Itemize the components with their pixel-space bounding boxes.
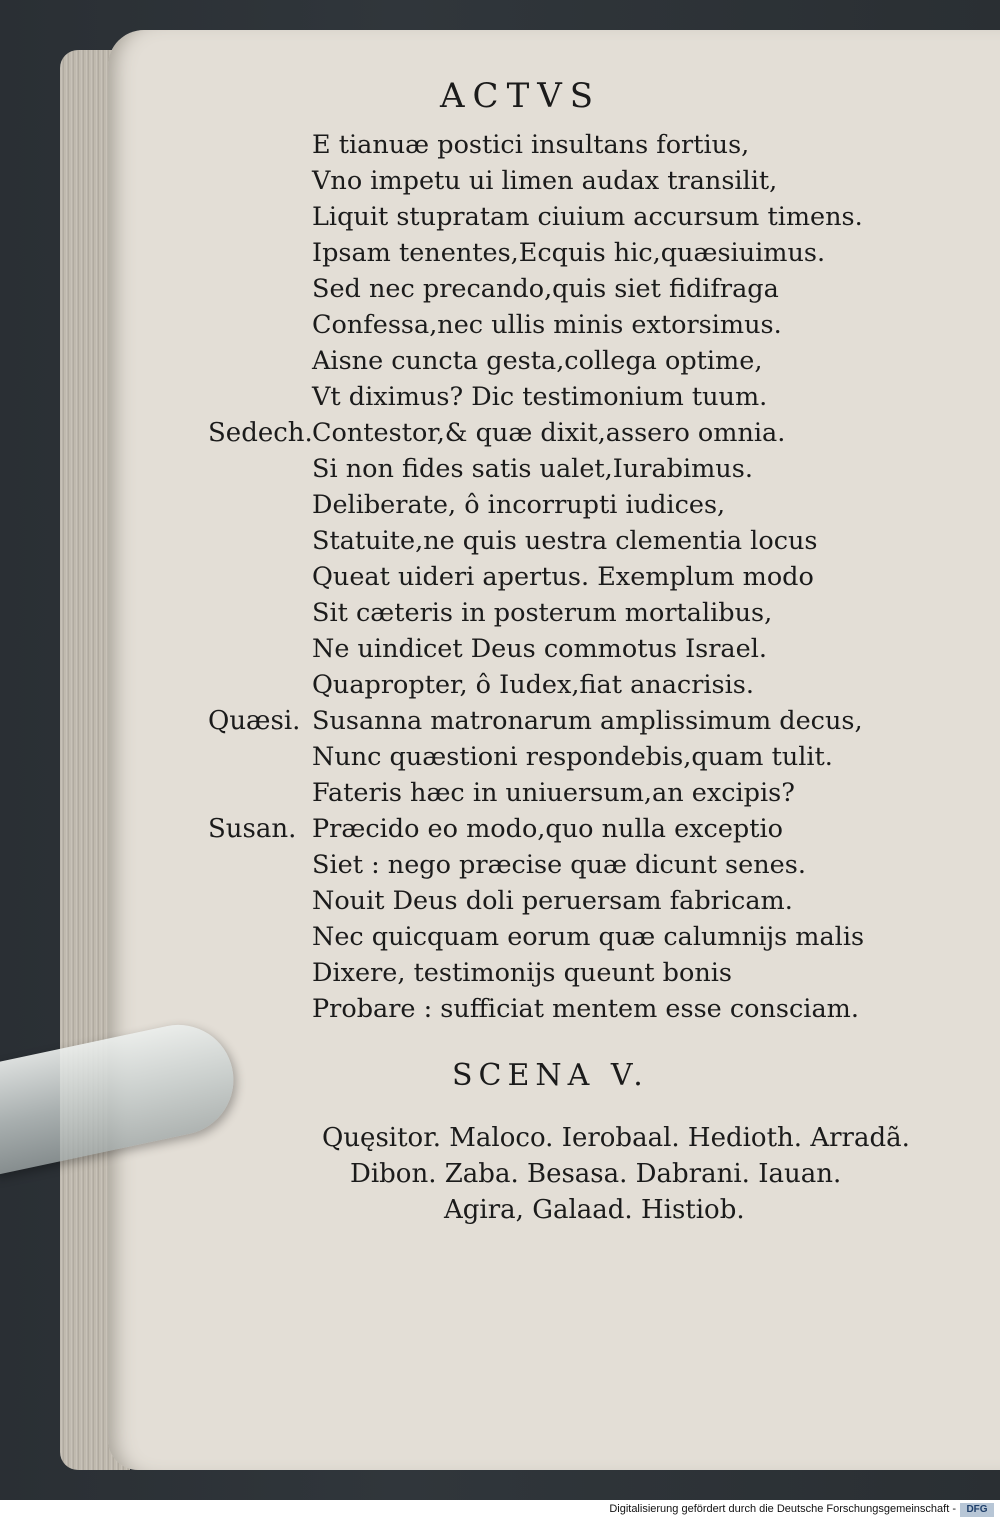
- verse-text: Susanna matronarum amplissimum decus,: [312, 706, 863, 736]
- verse-line: [0, 775, 1000, 811]
- verse-line: [0, 235, 1000, 271]
- verse-text: Contestor,& quæ dixit,assero omnia.: [312, 418, 786, 448]
- verse-line: [0, 379, 1000, 415]
- verse-text: Dixere, testimonijs queunt bonis: [312, 958, 732, 988]
- verse-text: Ne uindicet Deus commotus Israel.: [312, 634, 767, 664]
- verse-line: [0, 631, 1000, 667]
- verse-text: Deliberate, ô incorrupti iudices,: [312, 490, 726, 520]
- verse-line: [0, 595, 1000, 631]
- scene-title: SCENA V.: [452, 1058, 649, 1093]
- running-title: ACTVS: [440, 76, 602, 116]
- verse-line: [0, 739, 1000, 775]
- verse-text: Vt diximus? Dic testimonium tuum.: [312, 382, 768, 412]
- verse-text: Sed nec precando,quis siet fidifraga: [312, 274, 779, 304]
- verse-line: [0, 883, 1000, 919]
- verse-line: [0, 559, 1000, 595]
- verse-text: Quapropter, ô Iudex,fiat anacrisis.: [312, 670, 754, 700]
- verse-line: [0, 271, 1000, 307]
- verse-text: Liquit stupratam ciuium accursum timens.: [312, 202, 863, 232]
- verse-text: Statuite,ne quis uestra clementia locus: [312, 526, 818, 556]
- verse-line: [0, 415, 1000, 451]
- verse-line: [0, 307, 1000, 343]
- verse-line: [0, 847, 1000, 883]
- verse-line: [0, 919, 1000, 955]
- verse-line: [0, 127, 1000, 163]
- footer-credit: Digitalisierung gefördert durch die Deutsche Forschungsgemeinschaft -: [609, 1503, 956, 1515]
- verse-text: E tianuæ postici insultans fortius,: [312, 130, 750, 160]
- verse-text: Confessa,nec ullis minis extorsimus.: [312, 310, 782, 340]
- cast-line: Agira, Galaad. Histiob.: [444, 1195, 745, 1225]
- verse-text: Ipsam tenentes,Ecquis hic,quæsiuimus.: [312, 238, 826, 268]
- speaker-label: Susan.: [208, 814, 297, 844]
- verse-line: [0, 955, 1000, 991]
- verse-line: [0, 523, 1000, 559]
- cast-line: Quęsitor. Maloco. Ierobaal. Hedioth. Arradã.: [322, 1123, 910, 1153]
- verse-text: Præcido eo modo,quo nulla exceptio: [312, 814, 783, 844]
- verse-line: [0, 451, 1000, 487]
- verse-text: Fateris hæc in uniuersum,an excipis?: [312, 778, 795, 808]
- verse-text: Queat uideri apertus. Exemplum modo: [312, 562, 814, 592]
- verse-line: [0, 343, 1000, 379]
- verse-line: [0, 991, 1000, 1027]
- cast-line: Dibon. Zaba. Besasa. Dabrani. Iauan.: [350, 1159, 842, 1189]
- verse-line: [0, 199, 1000, 235]
- verse-line: [0, 811, 1000, 847]
- dfg-logo: DFG: [960, 1503, 994, 1517]
- verse-text: Sit cæteris in posterum mortalibus,: [312, 598, 773, 628]
- verse-text: Si non fides satis ualet,Iurabimus.: [312, 454, 753, 484]
- verse-text: Probare : sufficiat mentem esse consciam.: [312, 994, 859, 1024]
- verse-text: Vno impetu ui limen audax transilit,: [312, 166, 778, 196]
- speaker-label: Quæsi.: [208, 706, 301, 736]
- verse-text: Siet : nego præcise quæ dicunt senes.: [312, 850, 806, 880]
- footer-bar: [0, 1500, 1000, 1521]
- verse-text: Nunc quæstioni respondebis,quam tulit.: [312, 742, 833, 772]
- verse-line: [0, 667, 1000, 703]
- verse-line: [0, 163, 1000, 199]
- verse-line: [0, 487, 1000, 523]
- verse-text: Aisne cuncta gesta,collega optime,: [312, 346, 763, 376]
- verse-text: Nec quicquam eorum quæ calumnijs malis: [312, 922, 865, 952]
- verse-text: Nouit Deus doli peruersam fabricam.: [312, 886, 793, 916]
- verse-line: [0, 703, 1000, 739]
- speaker-label: Sedech.: [208, 418, 313, 448]
